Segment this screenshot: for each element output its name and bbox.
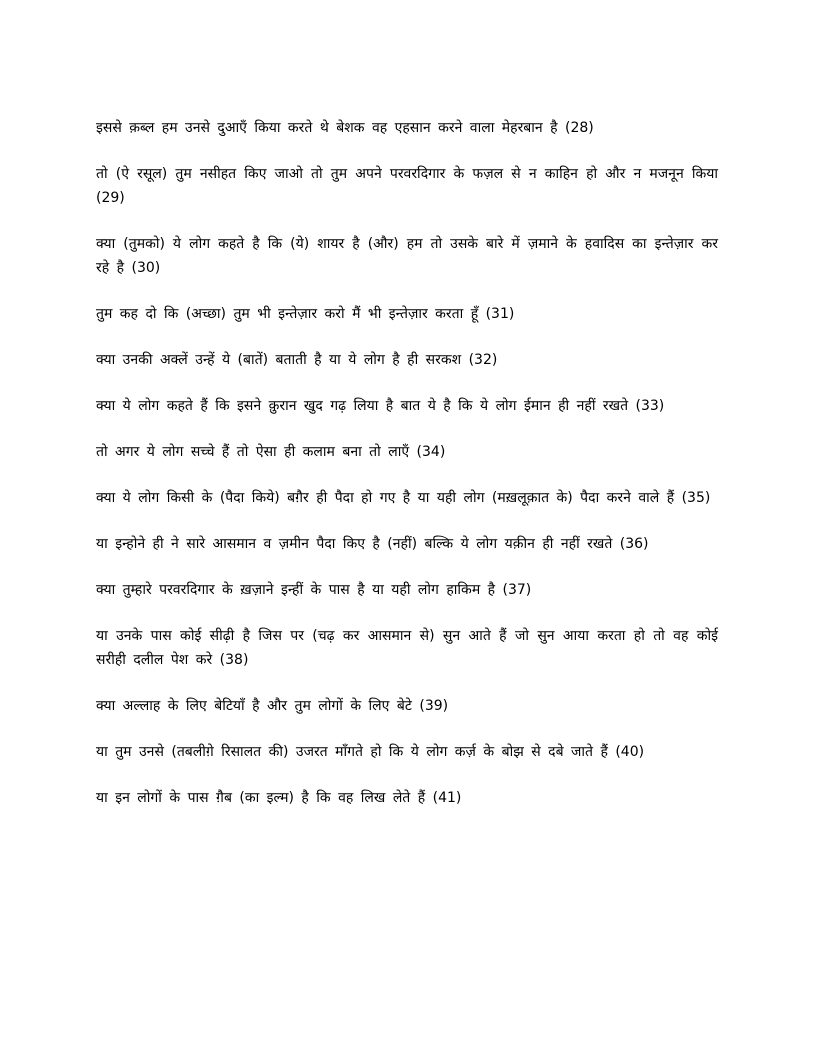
verse-30: क्या (तुमको) ये लोग कहते है कि (ये) शायर है (और) हम तो उसके बारे में ज़माने के हवादिस का इन्तेज़ार कर रहे है (30): [96, 236, 718, 276]
verse-36: या इन्होने ही ने सारे आसमान व ज़मीन पैदा किए है (नहीं) बल्कि ये लोग यक़ीन ही नहीं रखते (36): [96, 536, 649, 552]
verse-35: क्या ये लोग किसी के (पैदा किये) बग़ैर ही पैदा हो गए है या यही लोग (मख़लूक़ात के) पैदा करने वाले हैं (35): [96, 490, 711, 506]
verse-38: या उनके पास कोई सीढ़ी है जिस पर (चढ़ कर आसमान से) सुन आते हैं जो सुन आया करता हो तो वह कोई सरीही दलील पेश करे (38): [96, 628, 718, 668]
verse-34: तो अगर ये लोग सच्चे हैं तो ऐसा ही कलाम बना तो लाएँ (34): [96, 444, 446, 460]
verse-39: क्या अल्लाह के लिए बेटियाँ है और तुम लोगों के लिए बेटे (39): [96, 698, 449, 714]
verse-37: क्या तुम्हारे परवरदिगार के ख़ज़ाने इन्हीं के पास है या यही लोग हाकिम है (37): [96, 582, 532, 598]
verse-32: क्या उनकी अक्लें उन्हें ये (बातें) बताती है या ये लोग है ही सरकश (32): [96, 352, 498, 368]
verse-31: तुम कह दो कि (अच्छा) तुम भी इन्तेज़ार करो मैं भी इन्तेज़ार करता हूँ (31): [96, 306, 515, 322]
verse-40: या तुम उनसे (तबलीग़े रिसालत की) उजरत माँगते हो कि ये लोग कर्ज़ के बोझ से दबे जाते हैं (40): [96, 744, 645, 760]
verse-33: क्या ये लोग कहते हैं कि इसने कु़रान खुद गढ़ लिया है बात ये है कि ये लोग ईमान ही नहीं रखते (33): [96, 398, 665, 414]
verse-list: [96, 116, 718, 832]
verse-41: या इन लोगों के पास ग़ैब (का इल्म) है कि वह लिख लेते हैं (41): [96, 790, 462, 806]
verse-29: तो (ऐ रसूल) तुम नसीहत किए जाओ तो तुम अपने परवरदिगार के फज़ल से न काहिन हो और न मजनून किया (29): [96, 166, 718, 206]
verse-28: इससे क़ब्ल हम उनसे दुआएँ किया करते थे बेशक वह एहसान करने वाला मेहरबान है (28): [96, 120, 594, 136]
